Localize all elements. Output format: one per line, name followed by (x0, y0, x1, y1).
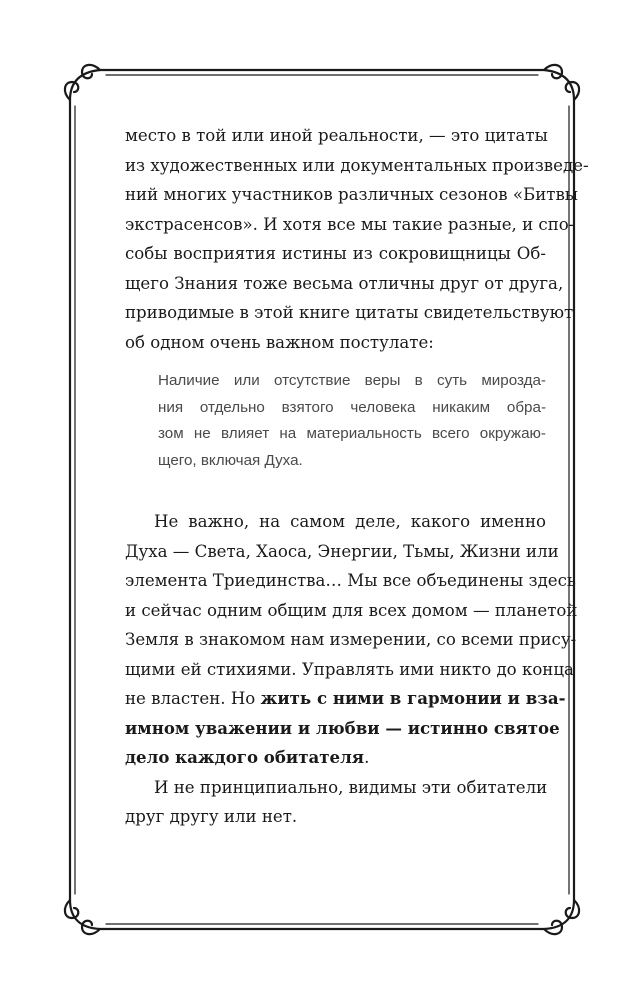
paragraph-1 (125, 121, 589, 357)
text-line: приводимые в этой книге цитаты свидетельствуют (125, 303, 574, 322)
paragraph-3 (125, 773, 546, 832)
text-span: не властен. Но (125, 689, 261, 708)
text-line: и сейчас одним общим для всех домом — планетой (125, 600, 578, 620)
corner-ornament-bottom-right (544, 900, 579, 934)
text-line: ний многих участников различных сезонов «Битвы (125, 185, 578, 204)
text-line-mixed (125, 684, 566, 714)
text-span: . (364, 748, 370, 767)
text-line: Не важно, на самом деле, какого именно (154, 512, 546, 531)
text-line: собы восприятия истины из сокровищницы Об- (125, 244, 546, 263)
corner-ornament-top-right (544, 65, 579, 100)
quote-line: ния отдельно взятого человека никаким обра- (158, 398, 546, 416)
main-text (125, 121, 589, 832)
text-line: щими ей стихиями. Управлять ими никто до конца (125, 659, 574, 679)
text-line: из художественных или документальных произведе- (125, 155, 589, 175)
quote-line: зом не влияет на материальность всего окружаю- (158, 425, 546, 442)
text-line: Земля в знакомом нам измерении, со всеми прису- (125, 630, 577, 649)
text-line: элемента Триединства… Мы все объединены здесь (125, 571, 576, 590)
text-line: друг другу или нет. (125, 807, 298, 826)
quote-line: щего, включая Духа. (158, 451, 303, 469)
text-line: Духа — Света, Хаоса, Энергии, Тьмы, Жизни или (125, 541, 559, 561)
text-line-mixed (125, 743, 546, 773)
text-line: место в той или иной реальности, — это цитаты (125, 126, 548, 145)
text-line-bold (125, 714, 560, 744)
text-line: щего Знания тоже весьма отличны друг от друга, (125, 273, 564, 293)
text-line: экстрасенсов». И хотя все мы такие разные, и спо- (125, 214, 575, 234)
text-line: И не принципиально, видимы эти обитатели (154, 777, 548, 797)
corner-ornament-bottom-left (65, 900, 100, 934)
paragraph-2 (125, 507, 578, 773)
corner-ornament-top-left (65, 65, 100, 100)
emphasis-text: имном уважении и любви — истинно святое (125, 717, 560, 738)
quote-line: Наличие или отсутствие веры в суть мироздa- (158, 372, 546, 389)
emphasis-text: жить с ними в гармонии и вза- (260, 688, 566, 708)
emphasis-text: дело каждого обитателя (125, 747, 365, 767)
text-line: об одном очень важном постулате: (125, 332, 434, 352)
block-quote (125, 368, 546, 474)
